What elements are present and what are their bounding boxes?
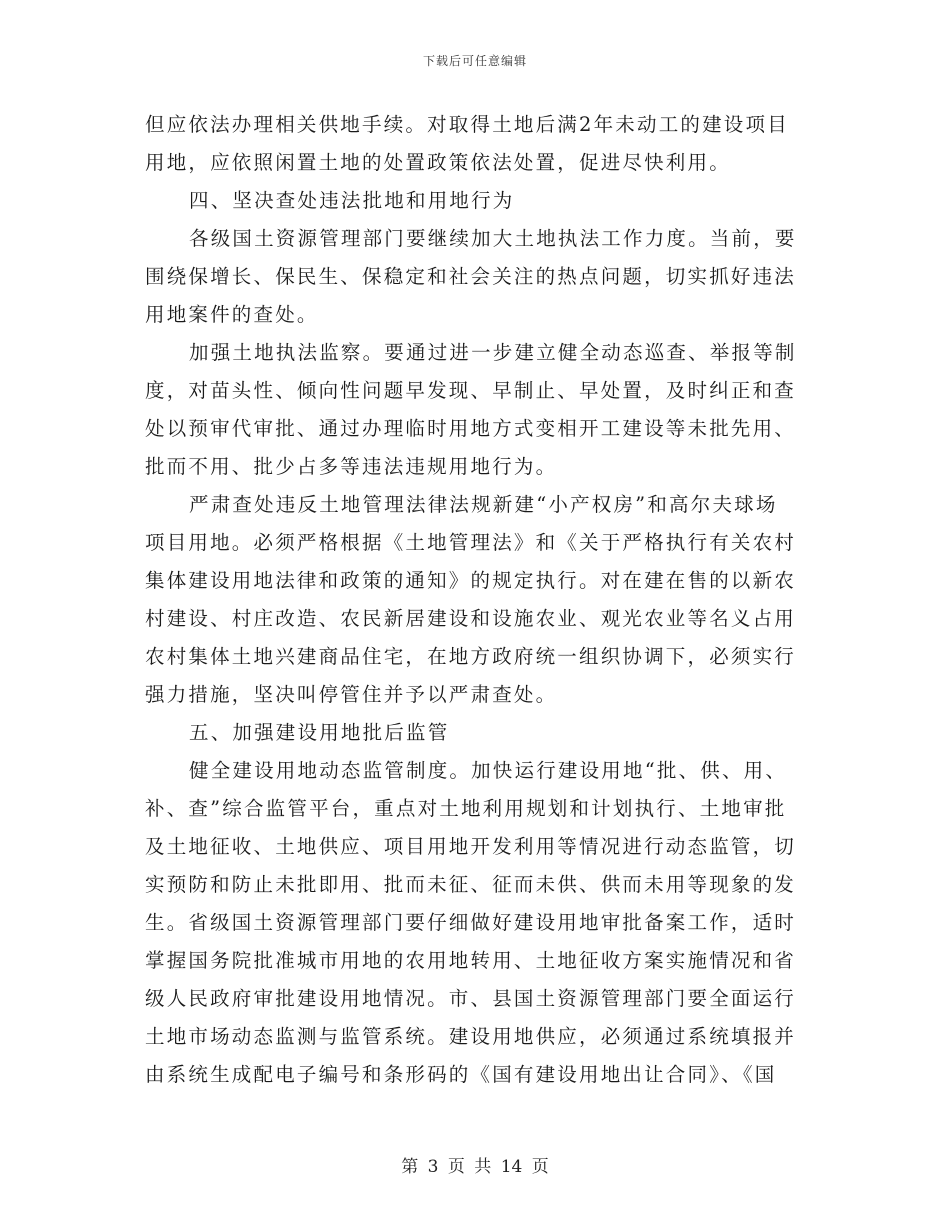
text-line: 严肃查处违反土地管理法律法规新建“小产权房”和高尔夫球场	[189, 493, 778, 516]
text-line: 由系统生成配电子编号和条形码的《国有建设用地出让合同》、《国	[145, 1063, 777, 1086]
text-line: 掌握国务院批准城市用地的农用地转用、土地征收方案实施情况和省	[145, 949, 797, 972]
text-line: 农村集体土地兴建商品住宅，在地方政府统一组织协调下，必须实行	[145, 645, 797, 668]
text-line: 健全建设用地动态监管制度。加快运行建设用地“批、供、用、	[189, 759, 788, 782]
document-body	[145, 106, 805, 1094]
text-line: 用地案件的查处。	[145, 303, 319, 326]
text-line: 及土地征收、土地供应、项目用地开发利用等情况进行动态监管，切	[145, 835, 797, 858]
text-line: 但应依法办理相关供地手续。对取得土地后满2年未动工的建设项目	[145, 113, 789, 136]
text-line: 村建设、村庄改造、农民新居建设和设施农业、观光农业等名义占用	[145, 607, 797, 630]
text-line: 生。省级国土资源管理部门要仔细做好建设用地审批备案工作，适时	[145, 911, 797, 934]
text-line: 五、加强建设用地批后监管	[189, 721, 450, 744]
text-line: 级人民政府审批建设用地情况。市、县国土资源管理部门要全面运行	[145, 987, 797, 1010]
text-line: 强力措施，坚决叫停管住并予以严肃查处。	[145, 683, 558, 706]
text-line: 度，对苗头性、倾向性问题早发现、早制止、早处置，及时纠正和查	[145, 379, 797, 402]
text-line: 用地，应依照闲置土地的处置政策依法处置，促进尽快利用。	[145, 151, 731, 174]
text-line: 补、查”综合监管平台，重点对土地利用规划和计划执行、土地审批	[145, 797, 787, 820]
text-line: 集体建设用地法律和政策的通知》的规定执行。对在建在售的以新农	[145, 569, 797, 592]
text-line: 四、坚决查处违法批地和用地行为	[189, 189, 515, 212]
text-line: 加强土地执法监察。要通过进一步建立健全动态巡查、举报等制	[189, 341, 797, 364]
text-line: 各级国土资源管理部门要继续加大土地执法工作力度。当前，要	[189, 227, 797, 250]
page-footer: 第 3 页 共 14 页	[401, 1157, 549, 1177]
text-line: 围绕保增长、保民生、保稳定和社会关注的热点问题，切实抓好违法	[145, 265, 797, 288]
text-line: 项目用地。必须严格根据《土地管理法》和《关于严格执行有关农村	[145, 531, 797, 554]
text-line: 处以预审代审批、通过办理临时用地方式变相开工建设等未批先用、	[145, 417, 797, 440]
page-header: 下载后可任意编辑	[422, 54, 527, 68]
text-line: 土地市场动态监测与监管系统。建设用地供应，必须通过系统填报并	[145, 1025, 797, 1048]
text-line: 实预防和防止未批即用、批而未征、征而未供、供而未用等现象的发	[145, 873, 797, 896]
text-line: 批而不用、批少占多等违法违规用地行为。	[145, 455, 558, 478]
